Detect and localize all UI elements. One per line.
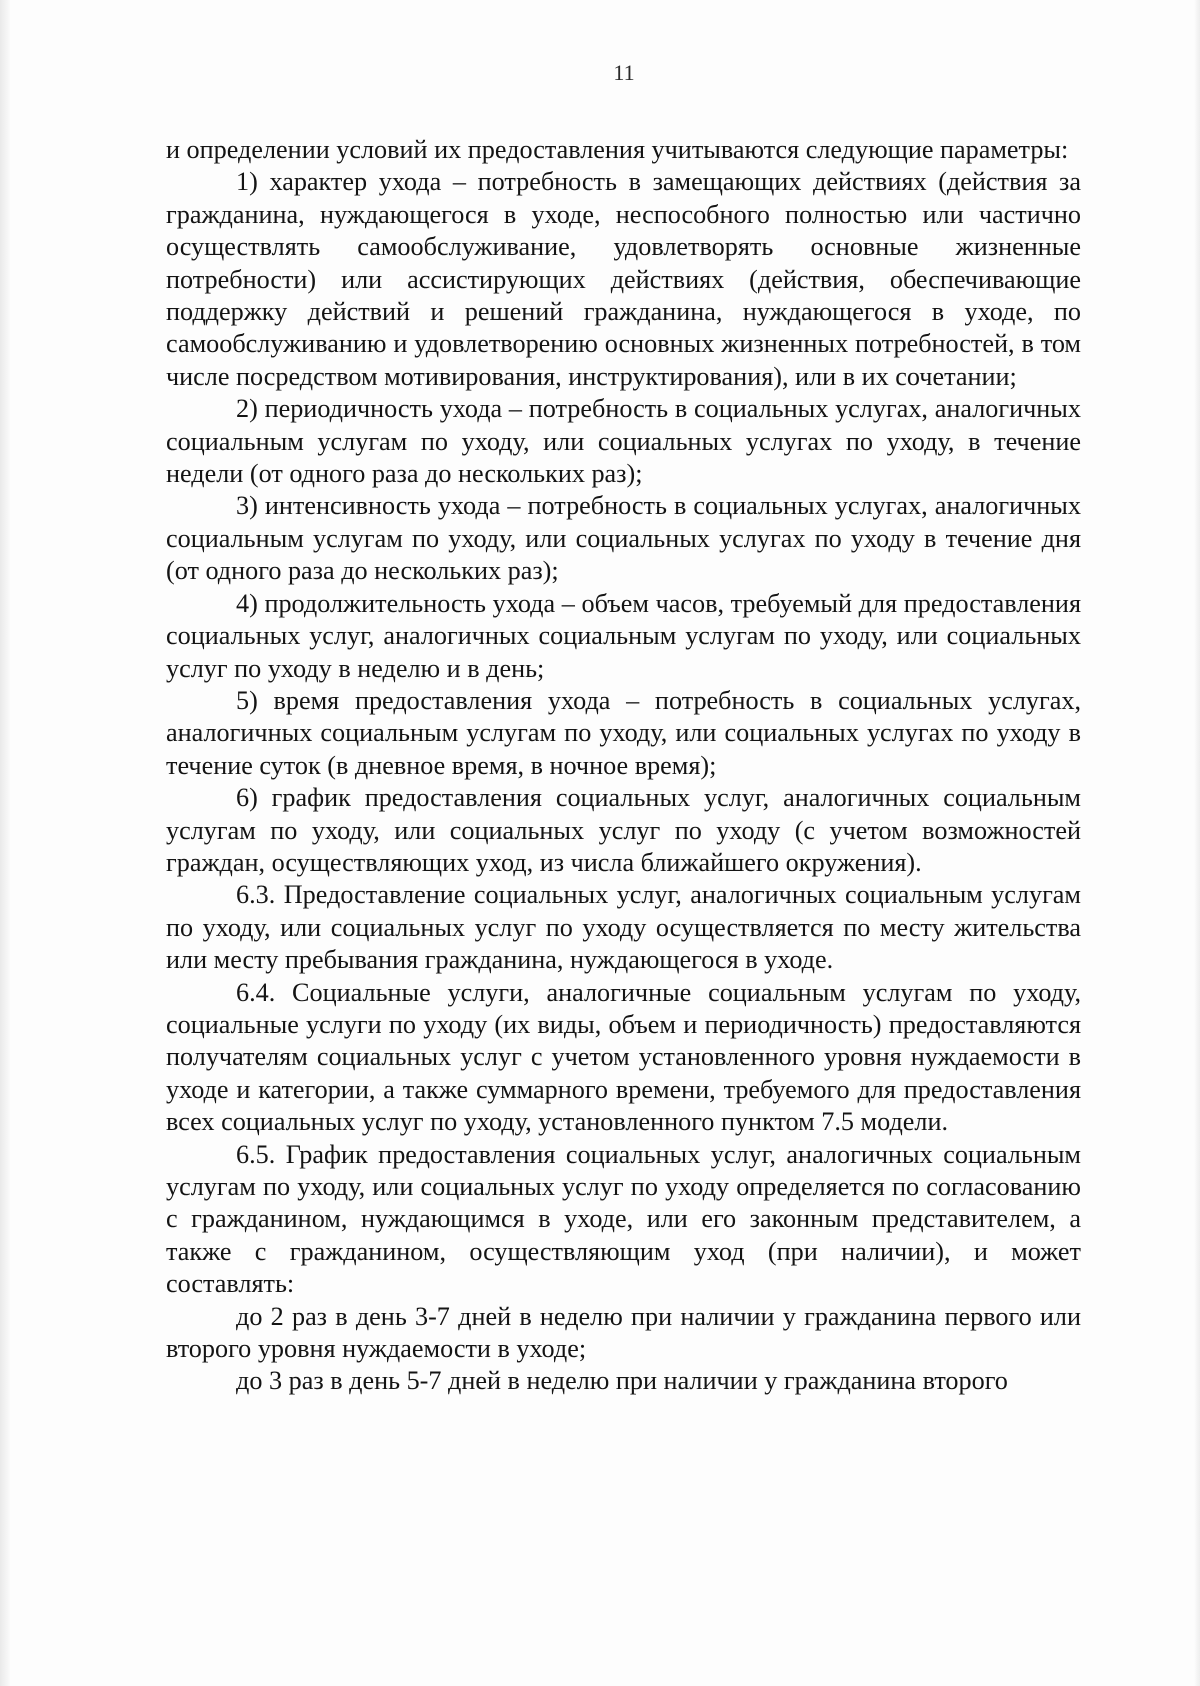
paragraph-schedule-option-1: до 2 раз в день 3-7 дней в неделю при наличии у гражданина первого или второго уровня нуждаемости в уходе; xyxy=(166,1301,1081,1364)
paragraph-section-6-5: 6.5. График предоставления социальных услуг, аналогичных социальным услугам по уходу, или социальных услуг по уходу определяется по согласованию с гражданином, нуждающимся в уходе, или его законным представителем, а также с гражданином, осуществляющим уход (при наличии), и может составлять: xyxy=(166,1139,1081,1299)
page-number: 11 xyxy=(613,60,635,85)
scan-edge-left xyxy=(0,0,10,1686)
document-body xyxy=(166,134,1081,1398)
paragraph-item-1-care-type: 1) характер ухода – потребность в замещающих действиях (действия за гражданина, нуждающегося в уходе, неспособного полностью или частично осуществлять самообслуживание, удовлетворять основные жизненные потребности) или ассистирующих действиях (действия, обеспечивающие поддержку действий и решений гражданина, нуждающегося в уходе, по самообслуживанию и удовлетворению основных жизненных потребностей, в том числе посредством мотивирования, инструктирования), или в их сочетании; xyxy=(166,167,1081,391)
paragraph-schedule-option-2: до 3 раз в день 5-7 дней в неделю при наличии у гражданина второго xyxy=(236,1366,1008,1396)
scan-edge-right xyxy=(1194,0,1200,1686)
paragraph-item-6-schedule: 6) график предоставления социальных услуг, аналогичных социальным услугам по уходу, или социальных услуг по уходу (с учетом возможностей граждан, осуществляющих уход, из числа ближайшего окружения). xyxy=(166,783,1081,877)
paragraph-item-5-time: 5) время предоставления ухода – потребность в социальных услугах, аналогичных социальным услугам по уходу, или социальных услугах по уходу в течение суток (в дневное время, в ночное время); xyxy=(166,685,1081,780)
paragraph-section-6-3: 6.3. Предоставление социальных услуг, аналогичных социальным услугам по уходу, или социальных услуг по уходу осуществляется по месту жительства или месту пребывания гражданина, нуждающегося в уходе. xyxy=(166,880,1081,975)
paragraph-item-4-duration: 4) продолжительность ухода – объем часов, требуемый для предоставления социальных услуг, аналогичных социальным услугам по уходу, или социальных услуг по уходу в неделю и в день; xyxy=(166,588,1081,683)
paragraph-item-3-intensity: 3) интенсивность ухода – потребность в социальных услугах, аналогичных социальным услугам по уходу, или социальных услугах по уходу в течение дня (от одного раза до нескольких раз); xyxy=(166,491,1081,586)
paragraph-item-2-periodicity: 2) периодичность ухода – потребность в социальных услугах, аналогичных социальным услугам по уходу, или социальных услугах по уходу, в течение недели (от одного раза до нескольких раз); xyxy=(166,394,1081,489)
paragraph-continuation: и определении условий их предоставления учитываются следующие параметры: xyxy=(166,135,1069,164)
paragraph-section-6-4: 6.4. Социальные услуги, аналогичные социальным услугам по уходу, социальные услуги по уходу (их виды, объем и периодичность) предоставляются получателям социальных услуг с учетом установленного уровня нуждаемости в уходе и категории, а также суммарного времени, требуемого для предоставления всех социальных услуг по уходу, установленного пунктом 7.5 модели. xyxy=(166,977,1081,1137)
